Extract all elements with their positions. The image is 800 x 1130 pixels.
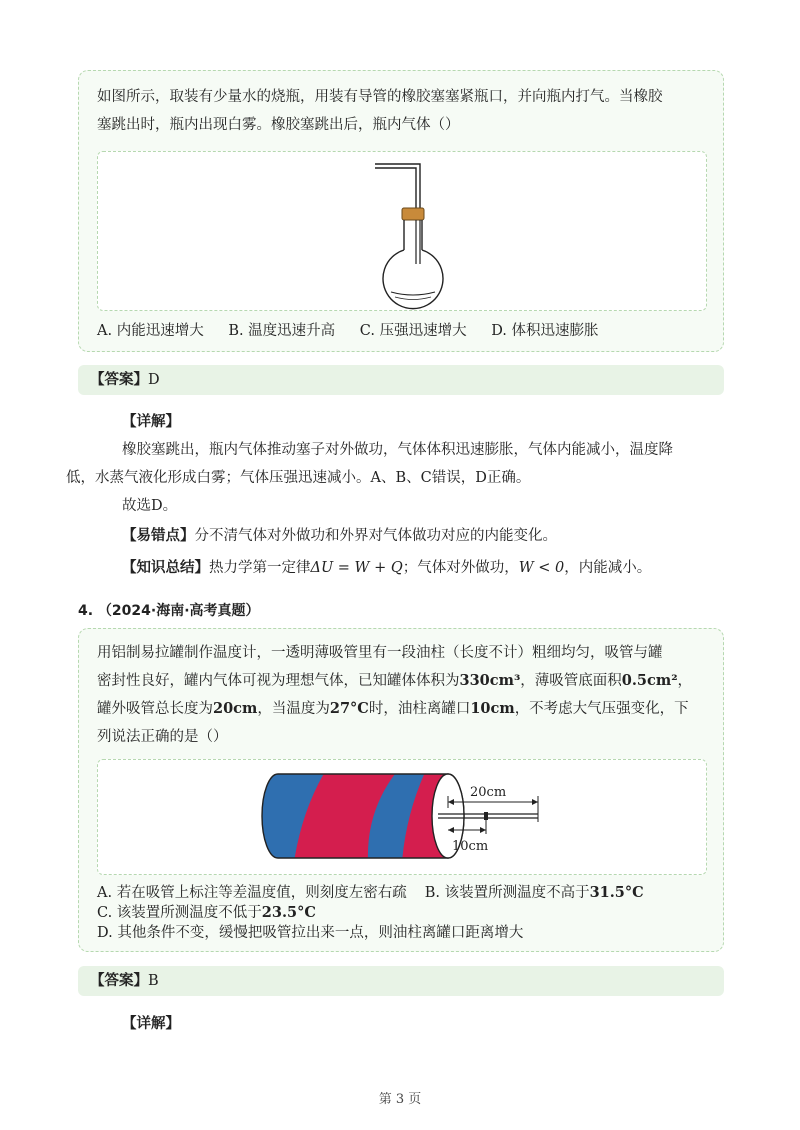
dim-20cm-label: 20cm	[470, 785, 507, 800]
length-value: 20cm	[213, 700, 258, 717]
summary-post: ，内能减小。	[564, 560, 652, 576]
detail-heading: 【详解】	[122, 413, 180, 430]
summary-formula: ΔU = W + Q	[310, 560, 403, 576]
option-c[interactable]	[97, 903, 644, 923]
option-d[interactable]: D. 体积迅速膨胀	[491, 323, 599, 339]
error-text: 分不清气体对外做功和外界对气体做功对应的内能变化。	[194, 528, 557, 544]
summary-pre: 热力学第一定律	[209, 560, 311, 576]
conclusion-text: 故选D。	[122, 498, 178, 514]
option-c[interactable]: C. 压强迅速增大	[359, 323, 467, 339]
flask-figure	[98, 152, 706, 310]
question-3-options	[97, 319, 619, 340]
detail-heading: 【详解】	[122, 1015, 180, 1032]
question-4-options	[97, 883, 644, 943]
stem-line: 列说法正确的是（）	[97, 729, 228, 745]
question-4-stem	[97, 639, 707, 751]
option-a[interactable]: A. 内能迅速增大	[97, 323, 204, 339]
option-a[interactable]: A. 若在吸管上标注等差温度值，则刻度左密右疏	[97, 885, 407, 901]
option-c-text: C. 该装置所测温度不低于	[97, 905, 262, 921]
option-row	[97, 883, 644, 903]
area-value: 0.5cm²	[621, 672, 678, 689]
detail-text	[66, 436, 696, 492]
stem-text: 密封性良好，罐内气体可视为理想气体，已知罐体体积为	[97, 673, 460, 689]
can-thermometer-figure	[98, 760, 706, 874]
option-b-text: B. 该装置所测温度不高于	[424, 885, 590, 901]
option-b[interactable]: B. 温度迅速升高	[228, 323, 336, 339]
distance-value: 10cm	[470, 700, 515, 717]
knowledge-summary	[122, 554, 722, 582]
answer-value: B	[148, 973, 159, 989]
stem-text: ，当温度为	[257, 701, 330, 717]
stem-line	[97, 695, 707, 723]
stem-text: 罐外吸管总长度为	[97, 701, 213, 717]
stem-text: ，不考虑大气压强变化，下	[514, 701, 689, 717]
question-4-header: 4. （2024·海南·高考真题）	[78, 603, 260, 619]
detail-line: 橡胶塞跳出，瓶内气体推动塞子对外做功，气体体积迅速膨胀，气体内能减小，温度降	[122, 442, 673, 458]
stem-line	[97, 667, 707, 695]
stem-text: ，	[677, 673, 693, 689]
stem-line: 用铝制易拉罐制作温度计，一透明薄吸管里有一段油柱（长度不计）粗细均匀，吸管与罐	[97, 645, 663, 661]
summary-label: 【知识总结】	[122, 559, 209, 576]
question-3-stem	[97, 83, 707, 139]
temperature-value: 27°C	[329, 700, 369, 717]
stem-line: 如图所示，取装有少量水的烧瓶，用装有导管的橡胶塞塞紧瓶口，并向瓶内打气。当橡胶	[97, 89, 663, 105]
error-point	[122, 522, 692, 550]
question-4-card	[78, 628, 724, 952]
question-4-answer	[78, 966, 724, 996]
detail-line: 低，水蒸气液化形成白雾；气体压强迅速减小。A、B、C错误，D正确。	[66, 470, 531, 486]
answer-value: D	[148, 372, 160, 388]
question-3-answer	[78, 365, 724, 395]
page-number: 第 3 页	[378, 1092, 422, 1107]
option-b[interactable]	[425, 885, 644, 901]
dim-10cm-label: 10cm	[452, 839, 489, 854]
option-b-value: 31.5°C	[589, 884, 644, 901]
option-c-value: 23.5°C	[261, 904, 316, 921]
can-figure-frame	[97, 759, 707, 875]
answer-label: 【答案】	[90, 371, 148, 388]
question-3-card	[78, 70, 724, 352]
volume-value: 330cm³	[459, 672, 521, 689]
option-d[interactable]: D. 其他条件不变，缓慢把吸管拉出来一点，则油柱离罐口距离增大	[97, 925, 524, 941]
flask-figure-frame	[97, 151, 707, 311]
summary-inequality: W < 0	[518, 560, 565, 576]
answer-label: 【答案】	[90, 972, 148, 989]
stem-text: ，薄吸管底面积	[520, 673, 622, 689]
error-label: 【易错点】	[122, 527, 195, 544]
stem-line: 塞跳出时，瓶内出现白雾。橡胶塞跳出后，瓶内气体（）	[97, 117, 460, 133]
stem-text: 时，油柱离罐口	[368, 701, 471, 717]
summary-mid: ；气体对外做功，	[402, 560, 519, 576]
